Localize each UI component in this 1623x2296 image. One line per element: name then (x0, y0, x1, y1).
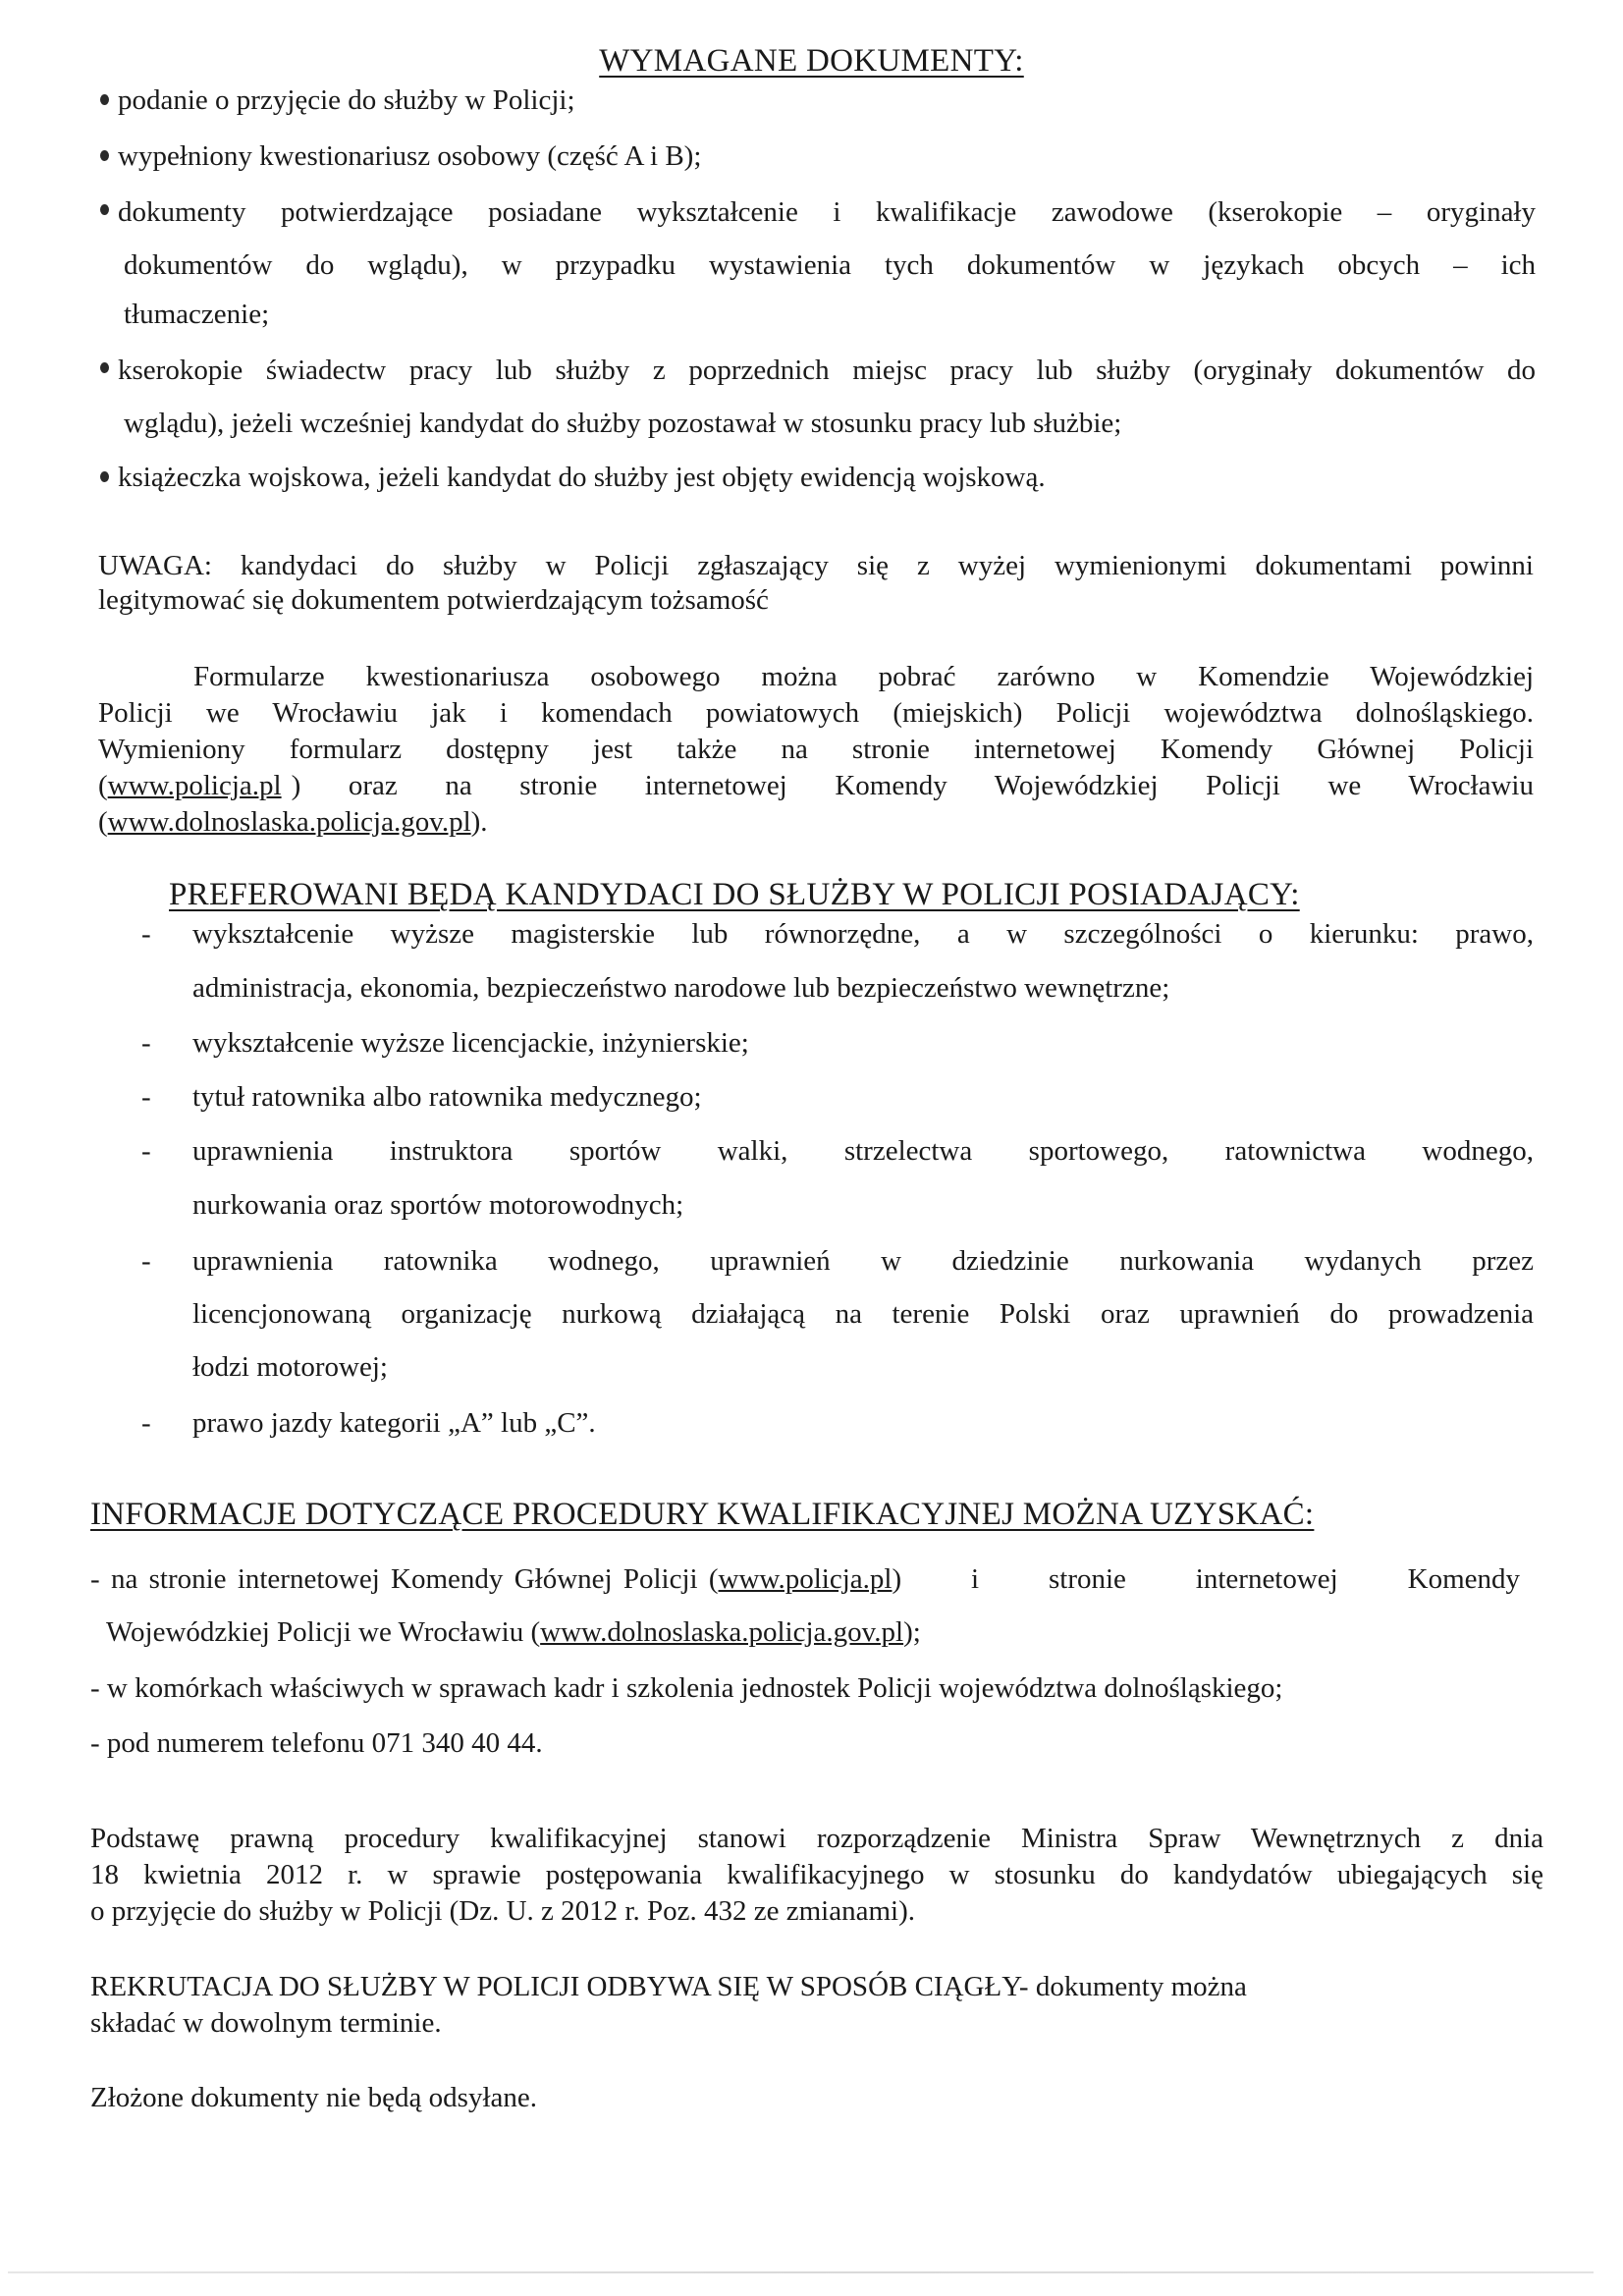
preferred-item-text: tytuł ratownika albo ratownika medycznego; (192, 1081, 702, 1113)
recruitment-line: składać w dowolnym terminie. (90, 2007, 442, 2039)
required-item-text: książeczka wojskowa, jeżeli kandydat do służby jest objęty ewidencją wojskową. (118, 462, 1046, 493)
note-paragraph (98, 550, 1534, 617)
closing-note: Złożone dokumenty nie będą odsyłane. (90, 2082, 538, 2113)
required-item-text: dokumenty potwierdzające posiadane wykształcenie i kwalifikacje zawodowe (kserokopie – oryginały (118, 196, 1536, 228)
required-item-text: wypełniony kwestionariusz osobowy (część A i B); (118, 140, 702, 172)
bullet-icon (100, 94, 109, 105)
preferred-item-text: uprawnienia instruktora sportów walki, strzelectwa sportowego, ratownictwa wodnego, (192, 1135, 1534, 1167)
legal-line: o przyjęcie do służby w Policji (Dz. U. z 2012 r. Poz. 432 ze zmianami). (90, 1895, 915, 1927)
preferred-item-text: wykształcenie wyższe magisterskie lub równorzędne, a w szczególności o kierunku: prawo, (192, 918, 1534, 950)
bullet-icon (100, 150, 109, 161)
required-item-text: podanie o przyjęcie do służby w Policji; (118, 84, 575, 116)
dolnoslaska-link[interactable]: www.dolnoslaska.policja.gov.pl (107, 806, 471, 838)
required-item-text: wglądu), jeżeli wcześniej kandydat do służby pozostawał w stosunku pracy lub służbie; (124, 408, 1122, 439)
forms-line: Policji we Wrocławiu jak i komendach powiatowych (miejskich) Policji województwa dolnośląskiego. (98, 697, 1534, 729)
preferred-item-text: administracja, ekonomia, bezpieczeństwo narodowe lub bezpieczeństwo wewnętrzne; (192, 972, 1170, 1004)
required-item-text: tłumaczenie; (124, 299, 270, 330)
preferred-item-text: licencjonowaną organizację nurkową działającą na terenie Polski oraz uprawnień do prowadzenia (192, 1298, 1534, 1330)
preferred-item-5 (141, 1245, 1534, 1384)
dolnoslaska-link[interactable]: www.dolnoslaska.policja.gov.pl (540, 1616, 904, 1648)
forms-paragraph (98, 659, 1534, 841)
note-line: legitymować się dokumentem potwierdzającym tożsamość (98, 584, 769, 616)
dash-marker: - (141, 1081, 151, 1113)
forms-line: ) oraz na stronie internetowej Komendy Wojewódzkiej Policji we Wrocławiu (291, 770, 1534, 801)
legal-line: 18 kwietnia 2012 r. w sprawie postępowania kwalifikacyjnego w stosunku do kandydatów ubiegających się (90, 1859, 1543, 1890)
preferred-heading: PREFEROWANI BĘDĄ KANDYDACI DO SŁUŻBY W POLICJI POSIADAJĄCY: (169, 877, 1300, 912)
forms-line: Wymieniony formularz dostępny jest także na stronie internetowej Komendy Głównej Policji (98, 734, 1534, 765)
dash-marker: - (141, 1135, 151, 1167)
dash-marker: - (141, 1027, 151, 1059)
preferred-item-text: nurkowania oraz sportów motorowodnych; (192, 1189, 684, 1221)
info-text: ) i stronie internetowej Komendy (892, 1563, 1521, 1595)
info-text: ); (903, 1616, 921, 1648)
forms-line: Formularze kwestionariusza osobowego można pobrać zarówno w Komendzie Wojewódzkiej (193, 661, 1534, 692)
dash-marker: - (141, 1245, 151, 1277)
recruitment-line: REKRUTACJA DO SŁUŻBY W POLICJI ODBYWA SIĘ W SPOSÓB CIĄGŁY- dokumenty można (90, 1971, 1247, 2002)
recruitment-paragraph (90, 1969, 1247, 2042)
preferred-item-1 (141, 918, 1534, 1005)
required-item-5 (100, 462, 1046, 494)
policja-link[interactable]: www.policja.pl (718, 1563, 893, 1595)
bullet-icon (100, 471, 109, 482)
dash-marker: - (141, 1407, 151, 1439)
info-item-2: - w komórkach właściwych w sprawach kadr i szkolenia jednostek Policji województwa dolnośląskiego; (90, 1672, 1283, 1704)
legal-line: Podstawę prawną procedury kwalifikacyjnej stanowi rozporządzenie Ministra Spraw Wewnętrznych z dnia (90, 1823, 1543, 1854)
required-item-2 (100, 140, 701, 173)
preferred-item-3 (141, 1081, 702, 1114)
info-item-3: - pod numerem telefonu 071 340 40 44. (90, 1727, 543, 1759)
required-item-text: kserokopie świadectw pracy lub służby z poprzednich miejsc pracy lub służby (oryginały dokumentów do (118, 355, 1536, 386)
preferred-item-4 (141, 1135, 1534, 1222)
paren: ( (98, 770, 108, 801)
bullet-icon (100, 204, 109, 215)
scan-edge-line (8, 2271, 1594, 2273)
preferred-item-text: wykształcenie wyższe licencjackie, inżynierskie; (192, 1027, 749, 1059)
required-documents-heading: WYMAGANE DOKUMENTY: (599, 43, 1024, 79)
required-item-1 (100, 84, 575, 117)
paren: ). (470, 806, 488, 838)
required-item-text: dokumentów do wglądu), w przypadku wystawienia tych dokumentów w językach obcych – ich (124, 249, 1536, 281)
info-item-1 (90, 1563, 1520, 1649)
paren: ( (98, 806, 108, 838)
info-heading: INFORMACJE DOTYCZĄCE PROCEDURY KWALIFIKACYJNEJ MOŻNA UZYSKAĆ: (90, 1497, 1315, 1532)
required-item-3 (100, 196, 1536, 331)
info-text: - na stronie internetowej Komendy Głównej Policji ( (90, 1563, 719, 1595)
preferred-item-6 (141, 1407, 596, 1440)
preferred-item-2 (141, 1027, 749, 1060)
policja-link[interactable]: www.policja.pl (107, 770, 282, 801)
note-line: UWAGA: kandydaci do służby w Policji zgłaszający się z wyżej wymienionymi dokumentami powinni (98, 550, 1534, 581)
legal-basis-paragraph (90, 1821, 1543, 1930)
info-text: Wojewódzkiej Policji we Wrocławiu ( (106, 1616, 541, 1648)
required-item-4 (100, 355, 1536, 440)
preferred-item-text: łodzi motorowej; (192, 1351, 388, 1383)
preferred-item-text: uprawnienia ratownika wodnego, uprawnień w dziedzinie nurkowania wydanych przez (192, 1245, 1534, 1277)
dash-marker: - (141, 918, 151, 950)
preferred-item-text: prawo jazdy kategorii „A” lub „C”. (192, 1407, 596, 1439)
bullet-icon (100, 362, 109, 373)
